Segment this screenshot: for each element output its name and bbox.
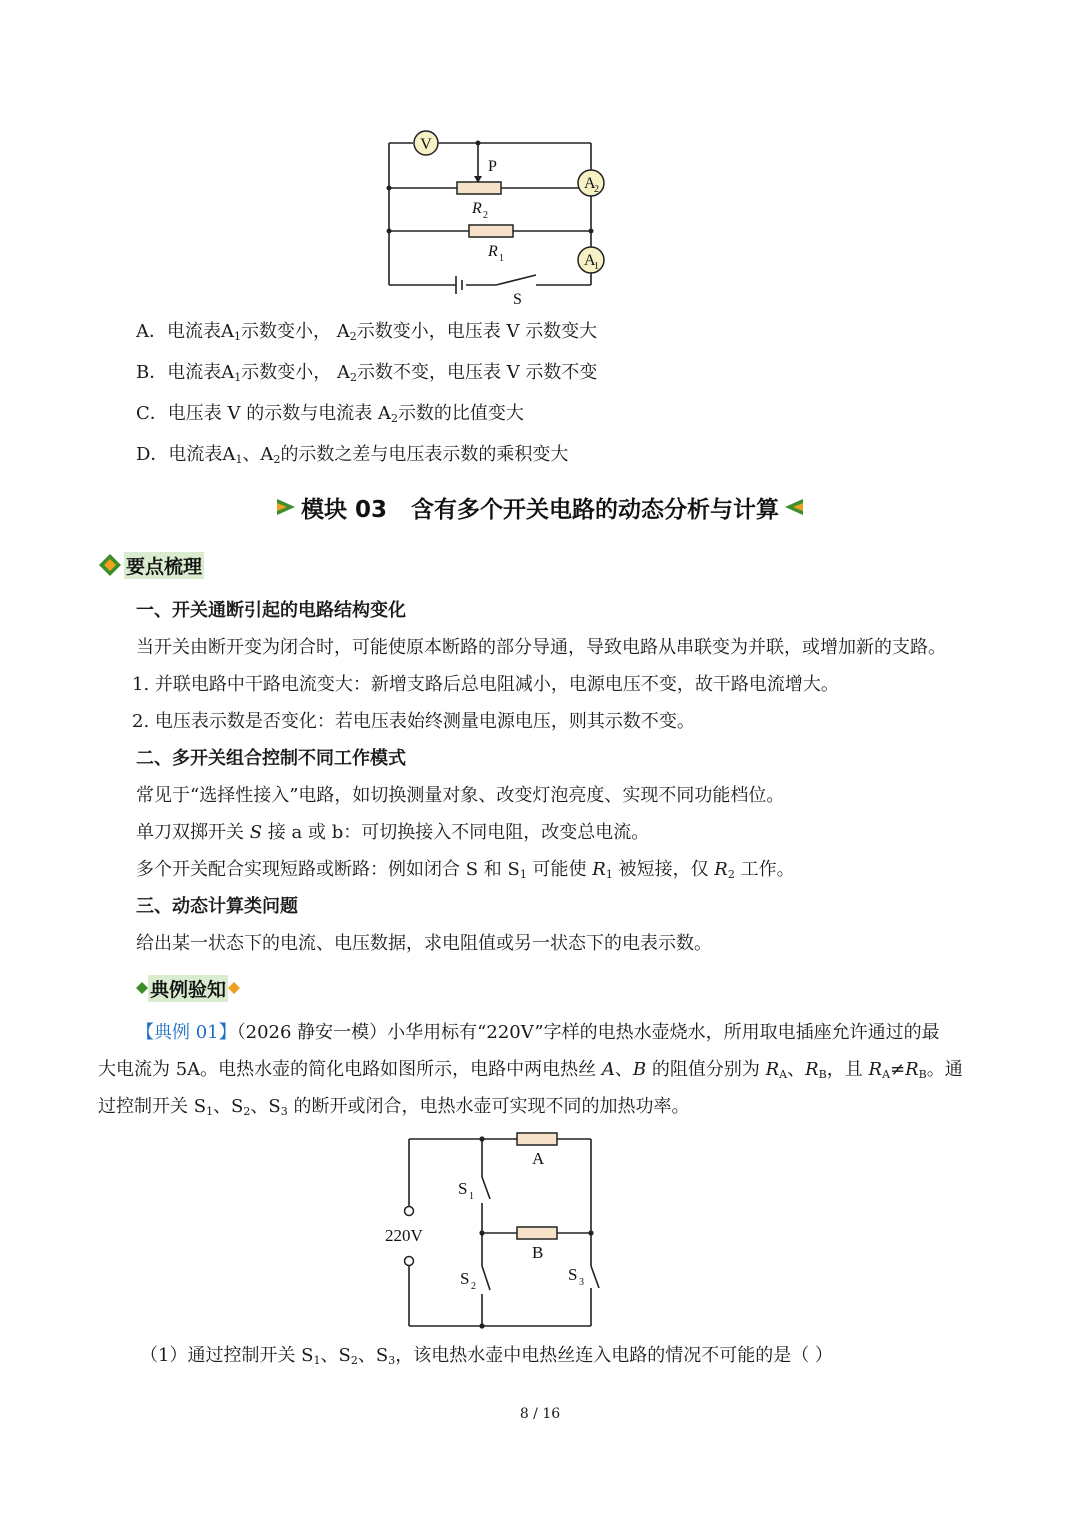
- a2-sub: 2: [594, 184, 599, 195]
- option-d: D．电流表$A_1$、$A_2$的示数之差与电压表示数的乘积变大: [136, 444, 569, 466]
- a2-label: A: [584, 175, 596, 192]
- voltage-label: 220V: [385, 1226, 423, 1245]
- title-arrow-left-icon: [275, 496, 297, 518]
- heater-b-label: B: [532, 1243, 544, 1262]
- s3-sub: 3: [579, 1277, 584, 1288]
- circuit-diagram-1: [370, 120, 620, 310]
- para-4: 多个开关配合实现短路或断路：例如闭合 S 和 $S_1$ 可能使 $R_1$ 被短接，仅 $R_2$ 工作。: [136, 859, 795, 881]
- section-examples: [136, 975, 240, 1001]
- a1-label: A: [584, 252, 596, 269]
- para-1: 当开关由断开变为闭合时，可能使原本断路的部分导通，导致电路从串联变为并联，或增加新的支路。: [136, 637, 946, 658]
- terminal-top: [405, 1207, 414, 1216]
- diamond-small-left-icon: [136, 982, 148, 994]
- heading-1: 一、开关通断引起的电路结构变化: [136, 600, 406, 621]
- voltmeter-label: V: [420, 136, 432, 153]
- module-title-bar: [252, 491, 828, 523]
- heading-3: 三、动态计算类问题: [136, 896, 298, 917]
- title-arrow-right-icon: [783, 496, 805, 518]
- s3-label: S: [568, 1265, 578, 1284]
- heater-a: [517, 1133, 557, 1145]
- r2-label: R: [472, 200, 482, 217]
- terminal-bottom: [405, 1257, 414, 1266]
- diamond-icon: [98, 553, 122, 577]
- heater-a-label: A: [532, 1149, 545, 1168]
- s2-sub: 2: [471, 1281, 476, 1292]
- example-tag: 【典例 01】: [136, 1022, 237, 1043]
- example-line-3: 过控制开关 $S_1$、$S_2$、$S_3$ 的断开或闭合，电热水壶可实现不同的加热功率。: [98, 1096, 690, 1118]
- r1-label: R: [488, 243, 498, 260]
- s1-sub: 1: [469, 1191, 474, 1202]
- heater-b: [517, 1227, 557, 1239]
- a1-sub: 1: [594, 261, 599, 272]
- question-1: （1）通过控制开关 $S_1$、$S_2$、$S_3$，该电热水壶中电热丝连入电路的情况不可能的是（ ）: [140, 1345, 833, 1367]
- resistor-r1: [469, 225, 513, 237]
- heading-2: 二、多开关组合控制不同工作模式: [136, 748, 406, 769]
- module-title: 模块 03 含有多个开关电路的动态分析与计算: [300, 496, 780, 523]
- option-c: C．电压表 V 的示数与电流表 $A_2$示数的比值变大: [136, 403, 524, 425]
- example-line-1: 【典例 01】（2026 静安一模）小华用标有“220V”字样的电热水壶烧水，所用取电插座允许通过的最: [136, 1022, 940, 1043]
- slider-label: P: [488, 158, 497, 175]
- r2-sub: 2: [483, 210, 488, 221]
- para-2: 常见于“选择性接入”电路，如切换测量对象、改变灯泡亮度、实现不同功能档位。: [136, 785, 785, 806]
- s1-label: S: [458, 1179, 468, 1198]
- option-b: B．电流表$A_1$示数变小， $A_2$示数不变，电压表 V 示数不变: [136, 362, 598, 384]
- item-1: 1. 并联电路中干路电流变大：新增支路后总电阻减小，电源电压不变，故干路电流增大。: [132, 674, 839, 695]
- para-3: 单刀双掷开关 S 接 a 或 b：可切换接入不同电阻，改变总电流。: [136, 822, 650, 843]
- item-2: 2. 电压表示数是否变化：若电压表始终测量电源电压，则其示数不变。: [132, 711, 695, 732]
- switch-label: S: [513, 291, 522, 308]
- diamond-small-right-icon: [228, 982, 240, 994]
- circuit-diagram-2: [370, 1125, 620, 1337]
- para-5: 给出某一状态下的电流、电压数据，求电阻值或另一状态下的电表示数。: [136, 933, 712, 954]
- resistor-r2: [457, 182, 501, 194]
- section-key-points: [98, 551, 204, 579]
- example-line-2: 大电流为 5A。电热水壶的简化电路如图所示，电路中两电热丝 A、B 的阻值分别为 $R_A$、$R_B$，且 $R_A\ne R_B$。通: [98, 1059, 963, 1081]
- s2-label: S: [460, 1269, 470, 1288]
- r1-sub: 1: [499, 253, 504, 264]
- page-number: 8 / 16: [519, 1406, 561, 1422]
- section2-label: 典例验知: [148, 975, 228, 1002]
- section-label: 要点梳理: [124, 552, 204, 579]
- option-a: A．电流表$A_1$示数变小， $A_2$示数变小，电压表 V 示数变大: [136, 321, 598, 343]
